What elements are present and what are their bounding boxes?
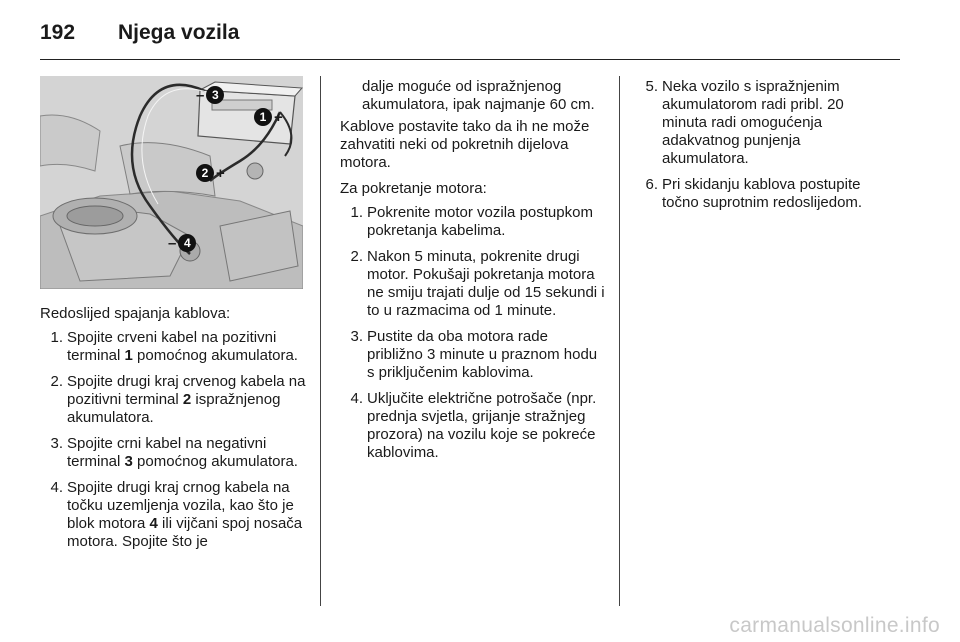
page-header (40, 16, 239, 50)
callout-4: – 4 (168, 234, 196, 252)
header-rule (40, 59, 900, 60)
start-steps-continued (640, 78, 890, 212)
watermark: carmanualsonline.info (729, 614, 940, 637)
list-item: 4. Spojite drugi kraj crnog kabela na točku uzemljenja vozila, kao što je blok motora 4 ili vijčani spoj nosača motora. Spojite što je (50, 479, 303, 550)
page-number: 192 (40, 21, 76, 44)
list-item: 3. Spojite crni kabel na negativni terminal 3 pomoćnog akumulatora. (50, 435, 298, 470)
column-3 (640, 78, 890, 220)
continued-text: dalje moguće od ispražnjenog akumulatora, ipak najmanje 60 cm. (362, 78, 595, 113)
list-item: 4. Uključite električne potrošače (npr. prednja svjetla, grijanje stražnjeg prozora) na vozilu koje se pokreće kablovima. (350, 390, 597, 461)
list-item: 3. Pustite da oba motora rade približno 3 minute u praznom hodu s priključenim kablovima. (350, 328, 598, 381)
list-item: 2. Spojite drugi kraj crvenog kabela na pozitivni terminal 2 ispražnjenog akumulatora. (50, 373, 306, 426)
list-item: 6. Pri skidanju kablova postupite točno suprotnim redoslijedom. (645, 176, 863, 211)
column-1 (40, 305, 308, 559)
callout-2: 2 + (196, 164, 225, 182)
column-2 (340, 78, 605, 470)
connection-order-lead: Redoslijed spajanja kablova: (40, 305, 231, 322)
column-divider (320, 76, 321, 606)
column-divider (619, 76, 620, 606)
list-item: 5. Neka vozilo s ispražnjenim akumulatorom radi pribl. 20 minuta radi omogućenja adakvatnog punjenja akumulatora. (645, 78, 844, 167)
page-title: Njega vozila (118, 21, 240, 44)
list-item: 1. Pokrenite motor vozila postupkom pokretanja kabelima. (350, 204, 593, 239)
connection-steps (40, 329, 308, 551)
list-item: 2. Nakon 5 minuta, pokrenite drugi motor. Pokušaji pokretanja motora ne smiju trajati dulje od 15 sekundi i to u razmacima od 1 minute. (350, 248, 605, 319)
list-item: 1. Spojite crveni kabel na pozitivni terminal 1 pomoćnog akumulatora. (50, 329, 298, 364)
paragraph: Kablove postavite tako da ih ne može zahvatiti neki od pokretnih dijelova motora. (340, 118, 590, 171)
callout-3: – 3 (196, 86, 224, 104)
start-steps (340, 204, 605, 462)
paragraph: Za pokretanje motora: (340, 180, 487, 197)
engine-bay-illustration (40, 76, 303, 289)
callout-1: 1 + (254, 108, 283, 126)
